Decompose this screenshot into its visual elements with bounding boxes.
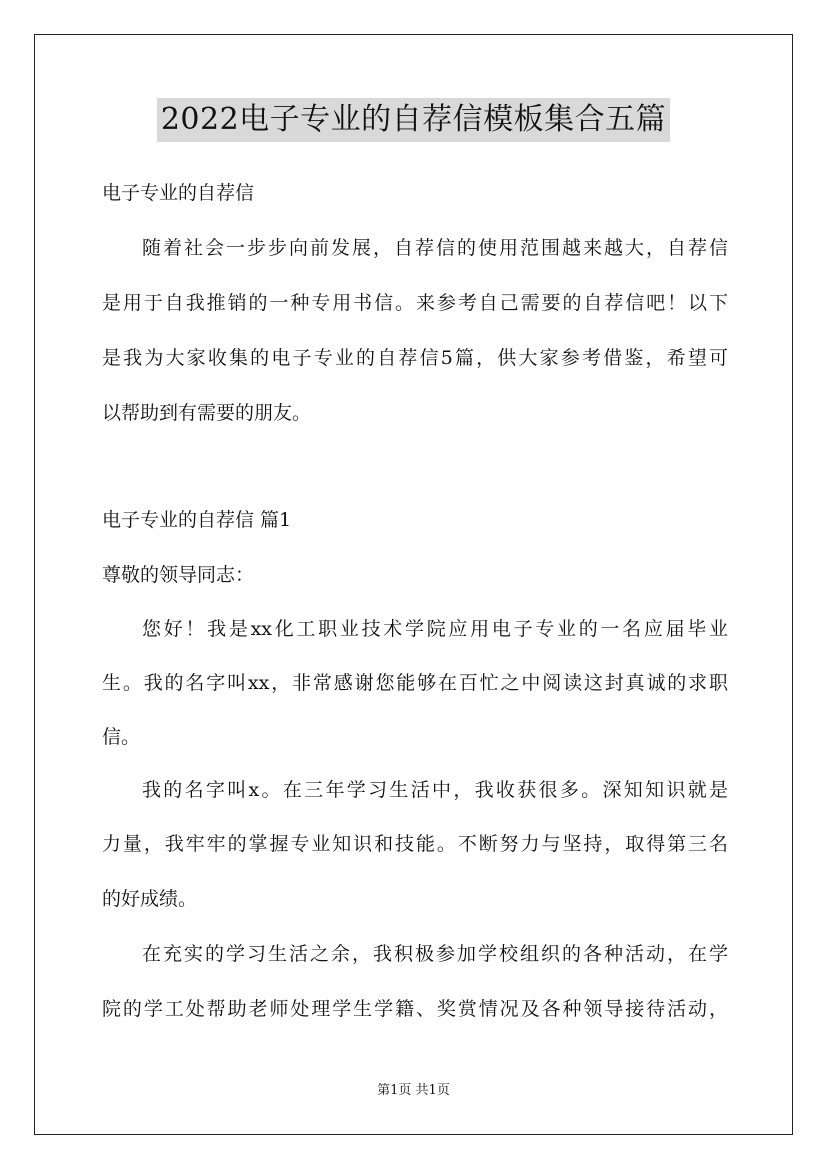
title-container	[0, 98, 827, 142]
paragraph-line: 生。我的名字叫xx，非常感谢您能够在百忙之中阅读这封真诚的求职	[102, 672, 728, 694]
paragraph-line: 是我为大家收集的电子专业的自荐信5篇，供大家参考借鉴，希望可	[102, 347, 728, 369]
salutation: 尊敬的领导同志：	[102, 564, 255, 586]
document-title: 2022电子专业的自荐信模板集合五篇	[157, 98, 670, 142]
paragraph-line: 以帮助到有需要的朋友。	[102, 402, 312, 424]
page-number: 第1页 共1页	[377, 1083, 450, 1098]
paragraph-line: 的好成绩。	[102, 888, 198, 910]
paragraph-line: 信。	[102, 726, 141, 748]
paragraph-line: 您好！我是xx化工职业技术学院应用电子专业的一名应届毕业	[142, 618, 728, 640]
paragraph-line: 随着社会一步步向前发展，自荐信的使用范围越来越大，自荐信	[142, 237, 728, 259]
paragraph-line: 院的学工处帮助老师处理学生学籍、奖赏情况及各种领导接待活动，	[102, 998, 728, 1020]
paragraph-line: 我的名字叫x。在三年学习生活中，我收获很多。深知知识就是	[142, 779, 728, 801]
paragraph-line: 在充实的学习生活之余，我积极参加学校组织的各种活动，在学	[142, 943, 728, 965]
paragraph-line: 力量，我牢牢的掌握专业知识和技能。不断努力与坚持，取得第三名	[102, 833, 728, 855]
paragraph-line: 是用于自我推销的一种专用书信。来参考自己需要的自荐信吧！以下	[102, 292, 728, 314]
section-heading: 电子专业的自荐信	[102, 182, 255, 204]
section-heading: 电子专业的自荐信 篇1	[102, 509, 292, 531]
